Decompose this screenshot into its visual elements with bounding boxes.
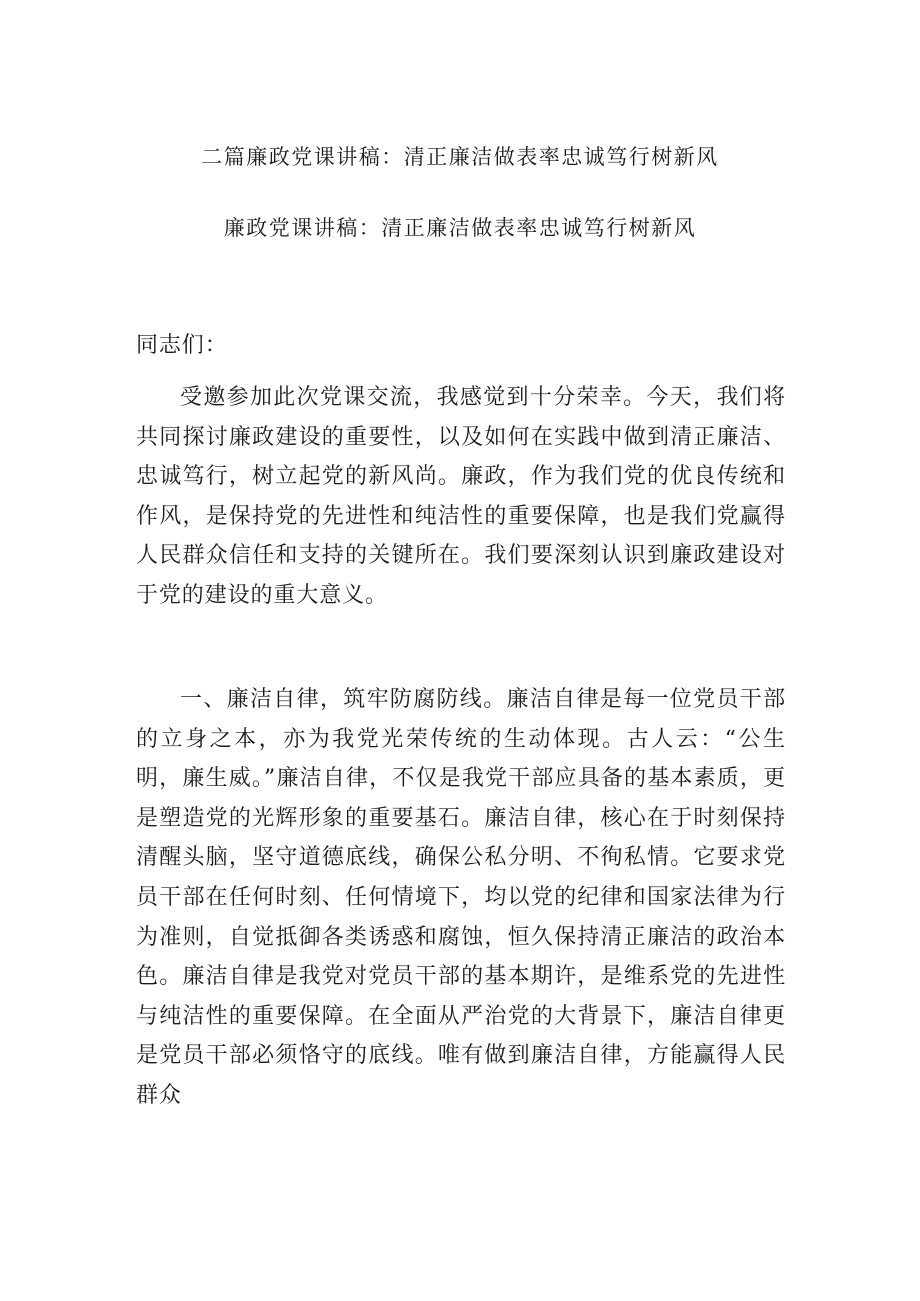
document-subtitle: 廉政党课讲稿：清正廉洁做表率忠诚笃行树新风 (223, 216, 697, 240)
paragraph-intro: 受邀参加此次党课交流，我感觉到十分荣幸。今天，我们将共同探讨廉政建设的重要性，以及如何在实践中做到清正廉洁、忠诚笃行，树立起党的新风尚。廉政，作为我们党的优良传统和作风，是保持党的先进性和纯洁性的重要保障，也是我们党赢得人民群众信任和支持的关键所在。我们要深刻认识到廉政建设对于党的建设的重大意义。 (136, 385, 786, 608)
paragraph-section-one: 一、廉洁自律，筑牢防腐防线。廉洁自律是每一位党员干部的立身之本，亦为我党光荣传统的生动体现。古人云：“公生明，廉生威。”廉洁自律，不仅是我党干部应具备的基本素质，更是塑造党的光辉形象的重要基石。廉洁自律，核心在于时刻保持清醒头脑，坚守道德底线，确保公私分明、不徇私情。它要求党员干部在任何时刻、任何情境下，均以党的纪律和国家法律为行为准则，自觉抵御各类诱惑和腐蚀，恒久保持清正廉洁的政治本色。廉洁自律是我党对党员干部的基本期许，是维系党的先进性与纯洁性的重要保障。在全面从严治党的大背景下，廉洁自律更是党员干部必须恪守的底线。唯有做到廉洁自律，方能赢得人民群众 (136, 687, 786, 1108)
document-title: 二篇廉政党课讲稿：清正廉洁做表率忠诚笃行树新风 (201, 145, 719, 169)
salutation: 同志们： (136, 333, 228, 358)
